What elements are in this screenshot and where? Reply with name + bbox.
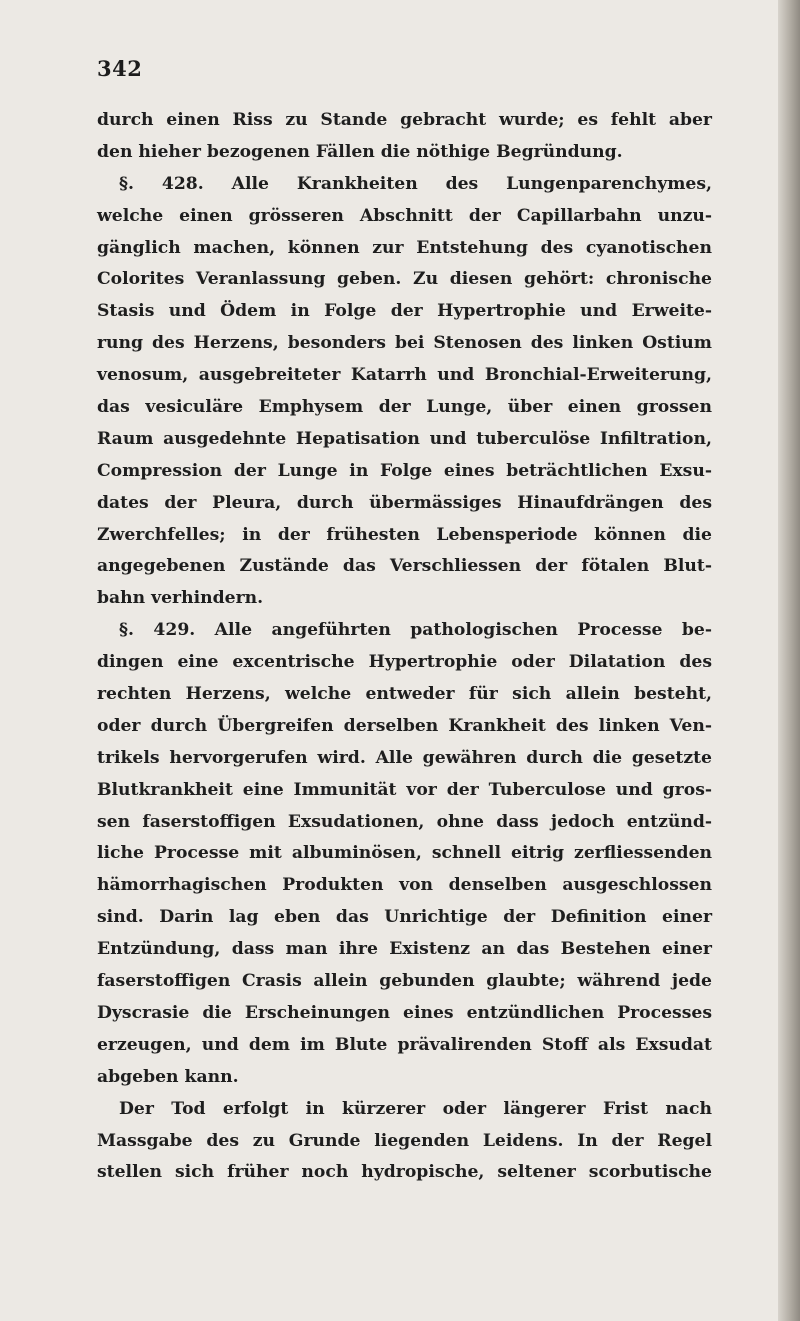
- text-line: stellen sich früher noch hydropische, seltener scorbutische: [97, 1162, 712, 1183]
- text-line: rechten Herzens, welche entweder für sich allein besteht,: [97, 684, 712, 705]
- page-number: 342: [97, 56, 143, 81]
- text-line: venosum, ausgebreiteter Katarrh und Bronchial-Erweiterung,: [97, 365, 712, 386]
- text-line: erzeugen, und dem im Blute prävalirenden Stoff als Exsudat: [97, 1034, 712, 1055]
- paragraph: [97, 615, 712, 1093]
- text-line: Stasis und Ödem in Folge der Hypertrophie und Erweite-: [97, 301, 712, 322]
- body-text: [97, 105, 712, 1189]
- text-line: Colorites Veranlassung geben. Zu diesen gehört: chronische: [97, 269, 712, 290]
- text-line: trikels hervorgerufen wird. Alle gewähren durch die gesetzte: [97, 747, 712, 768]
- text-line: Blutkrankheit eine Immunität vor der Tuberculose und gros-: [97, 779, 712, 800]
- text-line: Entzündung, dass man ihre Existenz an das Bestehen einer: [97, 939, 712, 960]
- text-line: Der Tod erfolgt in kürzerer oder längerer Frist nach: [119, 1098, 712, 1119]
- text-line: rung des Herzens, besonders bei Stenosen des linken Ostium: [97, 333, 712, 354]
- text-line: Zwerchfelles; in der frühesten Lebensperiode können die: [97, 524, 712, 545]
- text-line: Compression der Lunge in Folge eines beträchtlichen Exsu-: [97, 460, 712, 481]
- paragraph: [97, 1094, 712, 1190]
- text-line: angegebenen Zustände das Verschliessen der fötalen Blut-: [97, 556, 712, 577]
- text-line: Dyscrasie die Erscheinungen eines entzündlichen Processes: [97, 1002, 712, 1023]
- text-line: den hieher bezogenen Fällen die nöthige Begründung.: [97, 141, 623, 162]
- paragraph: [97, 105, 712, 169]
- text-line: gänglich machen, können zur Entstehung des cyanotischen: [97, 237, 712, 258]
- paragraph: [97, 169, 712, 615]
- text-line: faserstoffigen Crasis allein gebunden glaubte; während jede: [97, 971, 712, 992]
- text-line: §. 429. Alle angeführten pathologischen Processe be-: [119, 620, 712, 641]
- page-edge: [778, 0, 800, 1321]
- text-line: hämorrhagischen Produkten von denselben ausgeschlossen: [97, 875, 712, 896]
- text-line: Raum ausgedehnte Hepatisation und tuberculöse Infiltration,: [97, 428, 712, 449]
- text-line: §. 428. Alle Krankheiten des Lungenparenchymes,: [119, 173, 712, 194]
- text-line: das vesiculäre Emphysem der Lunge, über einen grossen: [97, 397, 712, 418]
- text-line: bahn verhindern.: [97, 588, 264, 609]
- text-line: dingen eine excentrische Hypertrophie oder Dilatation des: [97, 652, 712, 673]
- text-line: abgeben kann.: [97, 1066, 239, 1087]
- text-line: sen faserstoffigen Exsudationen, ohne dass jedoch entzünd-: [97, 811, 712, 832]
- text-line: dates der Pleura, durch übermässiges Hinaufdrängen des: [97, 492, 712, 513]
- text-line: Massgabe des zu Grunde liegenden Leidens. In der Regel: [97, 1130, 712, 1151]
- text-line: liche Processe mit albuminösen, schnell eitrig zerfliessenden: [97, 843, 712, 864]
- text-line: welche einen grösseren Abschnitt der Capillarbahn unzu-: [97, 205, 712, 226]
- text-line: durch einen Riss zu Stande gebracht wurde; es fehlt aber: [97, 110, 712, 130]
- text-line: oder durch Übergreifen derselben Krankheit des linken Ven-: [97, 715, 712, 736]
- text-line: sind. Darin lag eben das Unrichtige der Definition einer: [97, 907, 712, 928]
